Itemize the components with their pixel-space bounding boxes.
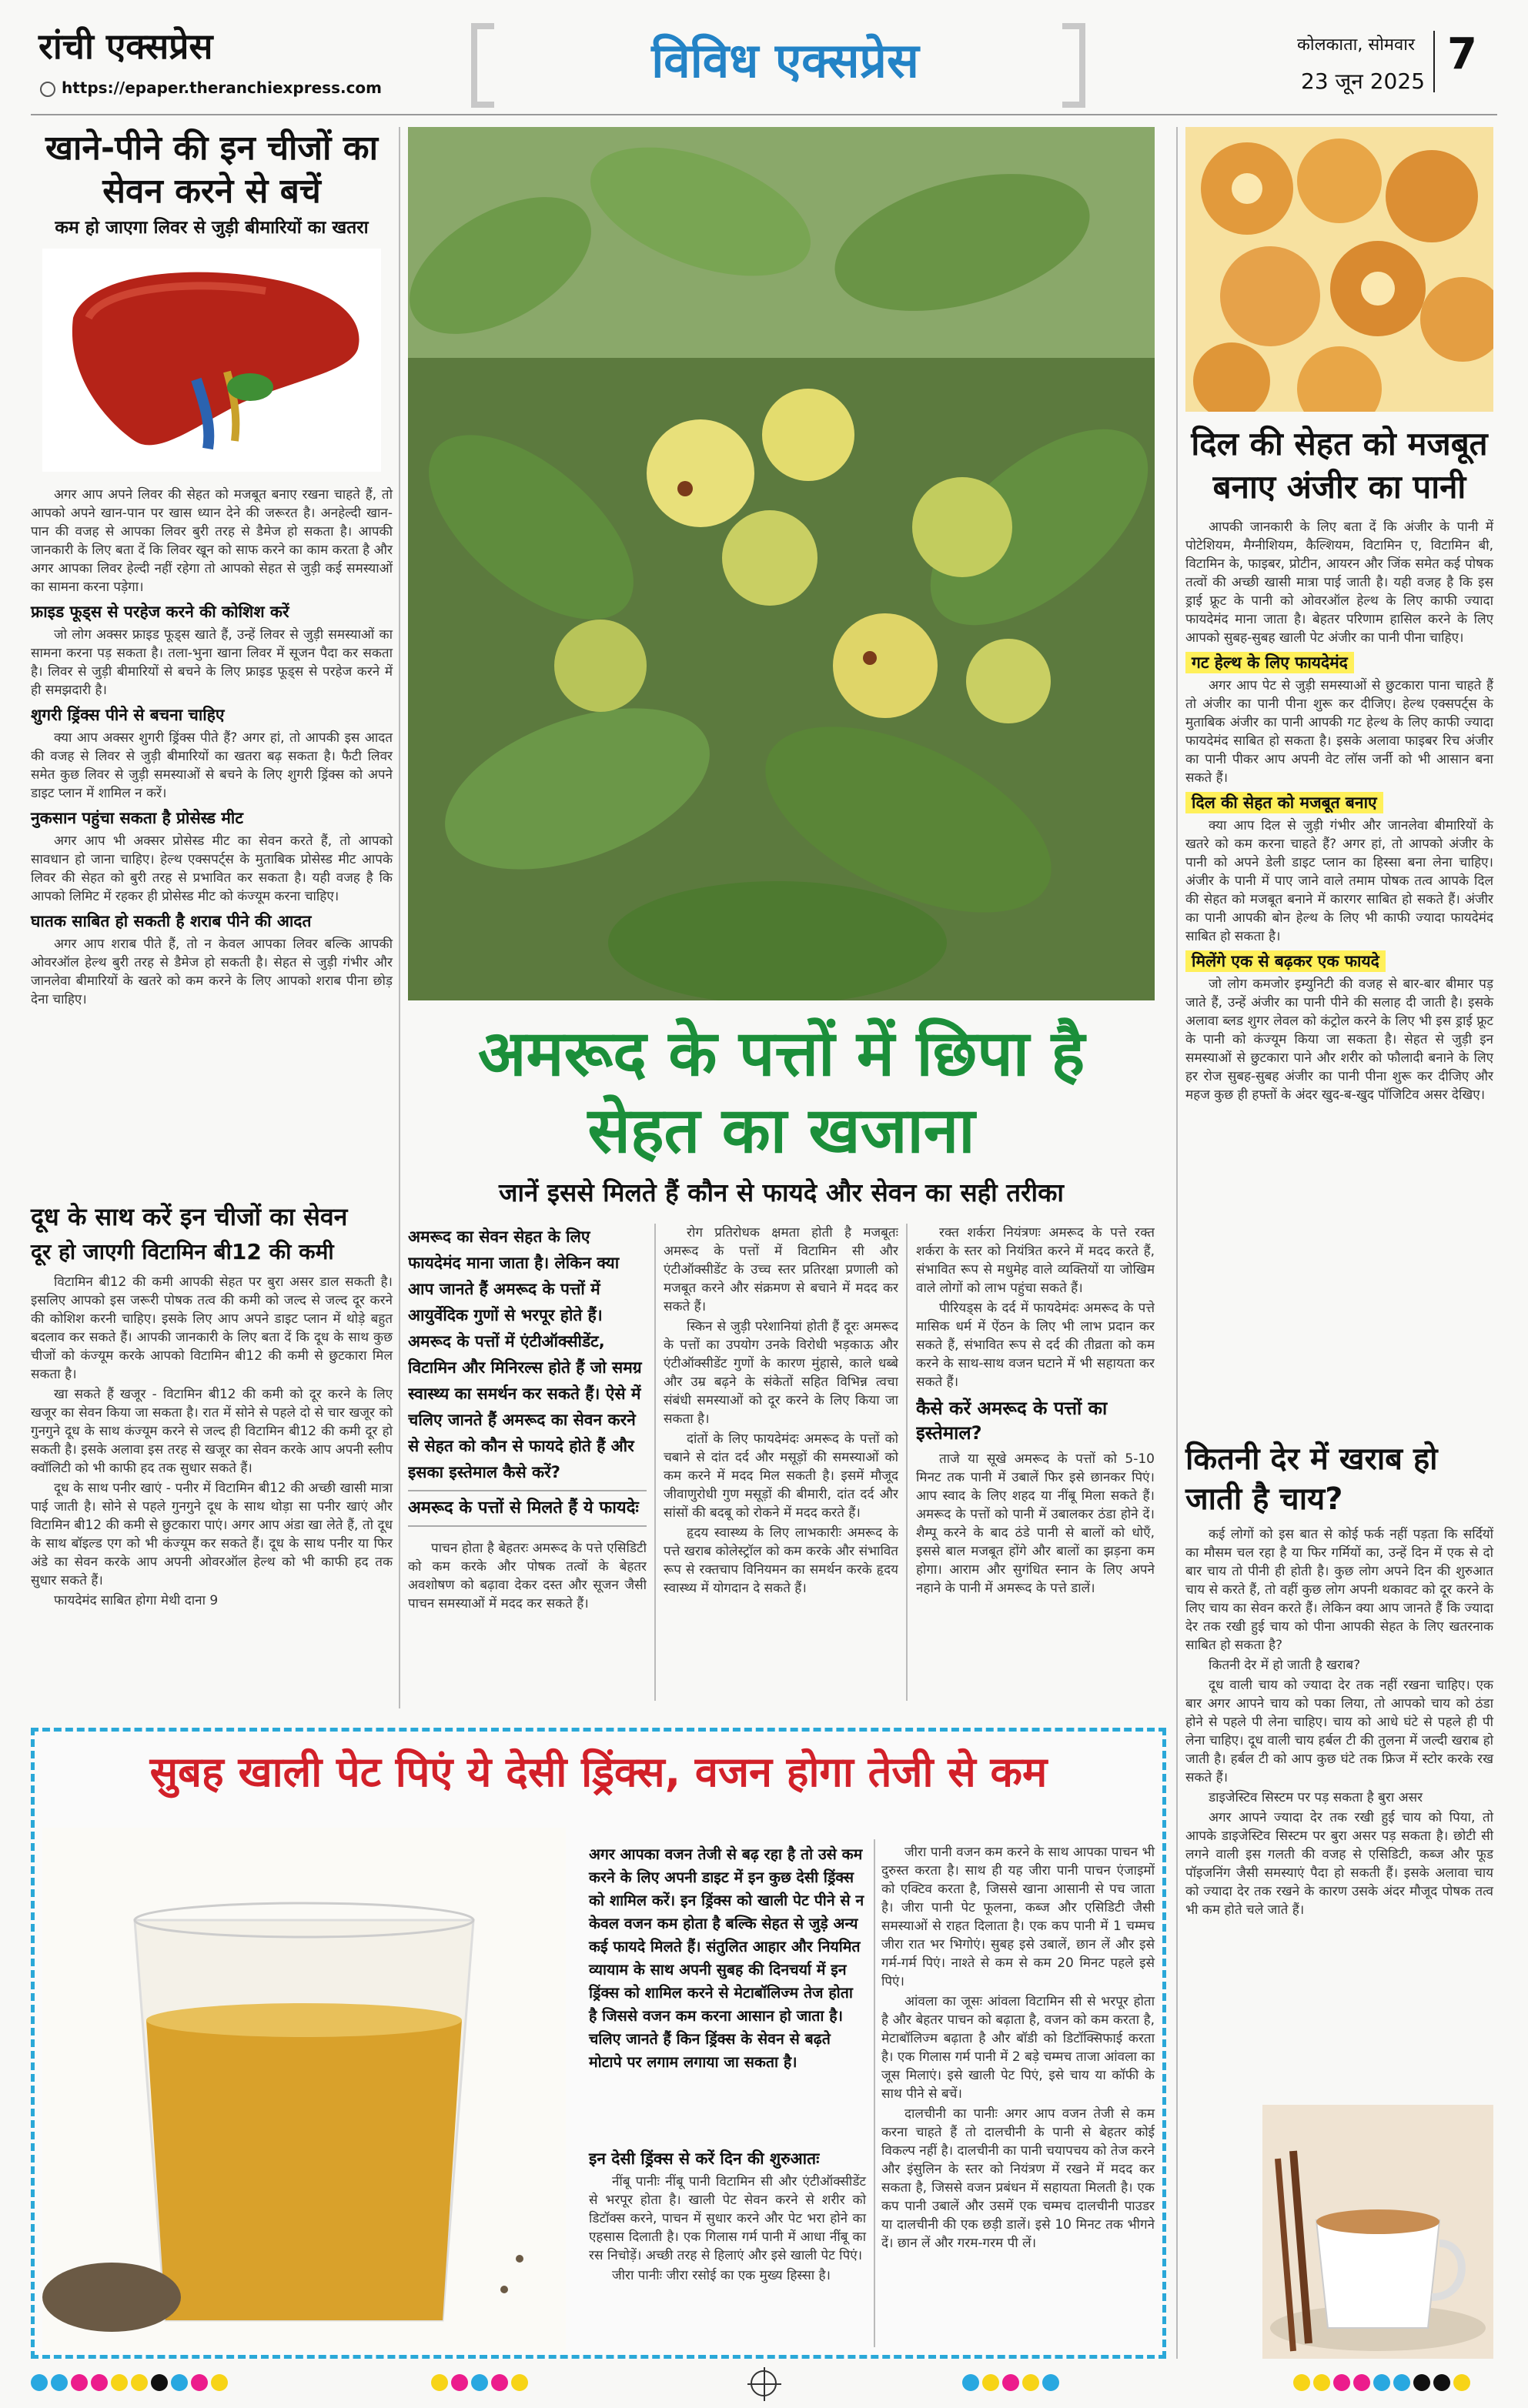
liver-heading-1: फ्राइड फूड्स से परहेज करने की कोशिश करें bbox=[31, 603, 289, 621]
tea-para-1: कई लोगों को इस बात से कोई फर्क नहीं पड़ता कि सर्दियों का मौसम चल रहा है या फिर गर्मियों का, उन्हें दिन में एक से दो बार चाय तो पीनी ही होती है। कुछ लोग अपने दिन की शुरुआत चाय से करते हैं, तो वहीं कुछ लोग अपनी थकावट को दूर करने के लिए चाय का सेवन करते हैं। लेकिन क्या आप जानते हैं कि ज्यादा देर तक रखी हुई चाय को पीना आपकी सेहत के लिए खतरनाक साबित हो सकता है? bbox=[1185, 1527, 1493, 1653]
date: 23 जून 2025 bbox=[1301, 68, 1426, 94]
detox-para-2: जीरा पानीः जीरा रसोई का एक मुख्य हिस्सा है। bbox=[612, 2268, 831, 2283]
footer-color-strip-mid-right bbox=[962, 2374, 1062, 2394]
guava-col3-para-3: ताजे या सूखे अमरूद के पत्तों को 5-10 मिनट तक पानी में उबालें फिर इसे छानकर पिएं। आप स्वाद के लिए शहद या नींबू मिला सकते हैं। अमरूद के पत्तों को पानी में उबालकर ठंडा होने दें। शैम्पू करने के बाद ठंडे पानी से बालों को धोएँ, इससे बाल मजबूत होंगे और बालों का झड़ना कम होगा। आराम और सुगंधित स्नान के लिए अपने नहाने के पानी में अमरूद के पत्ते डालें। bbox=[916, 1451, 1155, 1596]
bracket-left-icon bbox=[471, 23, 494, 108]
liver-heading-3: नुकसान पहुंचा सकता है प्रोसेस्ड मीट bbox=[31, 809, 243, 827]
guava-col2-para-2: स्किन से जुड़ी परेशानियां होती हैं दूरः अमरूद के पत्तों का उपयोग उनके विरोधी भड़काऊ और एंटीऑक्सीडेंट गुणों के कारण मुंहासे, काले धब्बे और उम्र बढ़ने के संकेतों सहित विभिन्न त्वचा संबंधी समस्याओं को दूर करने के लिए किया जा सकता है। bbox=[664, 1319, 898, 1427]
globe-icon bbox=[40, 82, 55, 97]
tea-para-5: अगर आपने ज्यादा देर तक रखी हुई चाय को पिया, तो आपके डाइजेस्टिव सिस्टम पर बुरा असर पड़ सकता है। छोटी सी लगने वाली इस गलती की वजह से एसिडिटी, कब्ज और फूड पॉइजनिंग जैसी समस्याएं पैदा हो सकती हैं। इसके अलावा चाय को ज्यादा देर तक रखने के कारण उसके अंदर मौजूद पोषक तत्व भी कम होते चले जाते हैं। bbox=[1185, 1810, 1493, 1918]
milk-article bbox=[31, 1201, 393, 1611]
anjeer-heading-2: दिल की सेहत को मजबूत बनाए bbox=[1185, 792, 1383, 813]
liver-intro: अगर आप अपने लिवर की सेहत को मजबूत बनाए रखना चाहते हैं, तो आपको अपने खान-पान पर खास ध्यान देने की जरूरत है। अनहेल्दी खान-पान की वजह से आपका लिवर बुरी तरह से डैमेज हो सकता है। आपकी जानकारी के लिए बता दें कि लिवर खून को साफ करने का काम करता है और अगर आपका लिवर हेल्दी नहीं रहेगा तो आपको सेहत से जुड़ी कई समस्याओं का सामना करना पड़ेगा। bbox=[31, 487, 393, 595]
liver-para-1: जो लोग अक्सर फ्राइड फूड्स खाते हैं, उन्हें लिवर से जुड़ी समस्याओं का सामना करना पड़ सकता है। तला-भुना खाना लिवर में सूजन पैदा कर सकता है। लिवर से जुड़ी बीमारियों से बचने के लिए फ्राइड फूड्स से परहेज करने में ही समझदारी है। bbox=[31, 627, 393, 698]
guava-sub-1: अमरूद के पत्तों से मिलते हैं ये फायदेः bbox=[408, 1498, 639, 1518]
detox-sub-1: इन देसी ड्रिंक्स से करें दिन की शुरुआतः bbox=[589, 2149, 820, 2168]
liver-image bbox=[42, 249, 381, 472]
guava-photo bbox=[408, 127, 1155, 1000]
detox-box bbox=[31, 1728, 1166, 2359]
anjeer-para-2: क्या आप दिल से जुड़ी गंभीर और जानलेवा बीमारियों के खतरे को कम करना चाहते हैं? अगर हां, तो आपको अंजीर के पानी को अपने डेली डाइट प्लान का हिस्सा बना लेना चाहिए। अंजीर के पानी में पाए जाने वाले तमाम पोषक तत्व आपके दिल की सेहत को मजबूत बनाने में कारगर साबित हो सकते हैं। अंजीर का पानी आपकी बोन हेल्थ के लिए भी काफी ज्यादा फायदेमंद साबित हो सकता है। bbox=[1185, 818, 1493, 944]
detox-col2-para-3: दालचीनी का पानीः अगर आप वजन तेजी से कम करना चाहते हैं तो दालचीनी के पानी से बेहतर कोई विकल्प नहीं है। दालचीनी का पानी चयापचय को तेज करने और इंसुलिन के स्तर को नियंत्रण में रखने में मदद कर सकता है, जिससे वजन प्रबंधन में सहायता मिलती है। एक कप पानी उबालें और उसमें एक चम्मच दालचीनी पाउडर या दालचीनी की एक छड़ी डालें। इसे 10 मिनट तक भीगने दें। छान लें और गरम-गरम पी लें। bbox=[881, 2106, 1155, 2251]
liver-article bbox=[31, 127, 393, 1010]
tea-para-3: दूध वाली चाय को ज्यादा देर तक नहीं रखना चाहिए। एक बार अगर आपने चाय को पका लिया, तो आपको चाय को ठंडा होने से पहले पी लेना चाहिए। चाय को आधे घंटे से पहले ही पी लेना चाहिए। दूध वाली चाय हर्बल टी की तुलना में जल्दी खराब हो जाती है। हर्बल टी को आप कुछ घंटे तक फ्रिज में स्टोर करके रख सकते हैं। bbox=[1185, 1678, 1493, 1785]
detox-col-2 bbox=[881, 1843, 1155, 2254]
liver-heading-2: शुगरी ड्रिंक्स पीने से बचना चाहिए bbox=[31, 706, 225, 724]
registration-mark-icon bbox=[751, 2370, 777, 2396]
liver-heading-4: घातक साबित हो सकती है शराब पीने की आदत bbox=[31, 912, 312, 930]
footer-color-strip-left bbox=[31, 2374, 231, 2394]
tea-para-4: डाइजेस्टिव सिस्टम पर पड़ सकता है बुरा असर bbox=[1209, 1790, 1423, 1805]
detox-para-1: नींबू पानीः नींबू पानी विटामिन सी और एंटीऑक्सीडेंट से भरपूर होता है। खाली पेट सेवन करने से शरीर को डिटॉक्स करने, पाचन में सुधार करने और पेट भरा होने का एहसास दिलाती है। एक गिलास गर्म पानी में आधा नींबू का रस निचोड़ें। अच्छी तरह से हिलाएं और इसे खाली पेट पिएं। bbox=[589, 2174, 866, 2263]
logo: रांची एक्सप्रेस bbox=[38, 25, 213, 67]
anjeer-para-3: जो लोग कमजोर इम्युनिटी की वजह से बार-बार बीमार पड़ जाते हैं, उन्हें अंजीर का पानी पीने की सलाह दी जाती है। इसके अलावा ब्लड शुगर लेवल को कंट्रोल करने के लिए भी इस ड्राई फ्रूट के पानी को कंज्यूम किया जा सकता है। सेहत से जुड़ी इन समस्याओं से छुटकारा पाने और शरीर को फौलादी बनाने के लिए हर रोज सुबह-सुबह अंजीर का पानी पीना शुरू कर दीजिए और महज कुछ ही हफ्तों के अंदर खुद-ब-खुद पॉजिटिव असर देखिए। bbox=[1185, 977, 1493, 1103]
detox-col2-para-2: आंवला का जूसः आंवला विटामिन सी से भरपूर होता है और बेहतर पाचन को बढ़ाता है, वजन को कम करता है, मेटाबॉलिज्म बढ़ाता है और बॉडी को डिटॉक्सिफाई करता है। एक गिलास गर्म पानी में 2 बड़े चम्मच ताजा आंवला का जूस मिलाएं। इसे खाली पेट पिएं, इसे चाय या कॉफी के साथ पीने से बचें। bbox=[881, 1994, 1155, 2102]
tea-para-2: कितनी देर में हो जाती है खराब? bbox=[1209, 1658, 1361, 1673]
guava-col2-para-4: हृदय स्वास्थ्य के लिए लाभकारीः अमरूद के पत्ते खराब कोलेस्ट्रॉल को कम करके और संभावित रूप से रक्तचाप विनियमन का समर्थन करके हृदय स्वास्थ्य में योगदान दे सकते हैं। bbox=[664, 1525, 898, 1596]
milk-para-1: विटामिन बी12 की कमी आपकी सेहत पर बुरा असर डाल सकती है। इसलिए आपको इस जरूरी पोषक तत्व की कमी को जल्द से जल्द दूर करने की कोशिश करनी चाहिए। इसके लिए आप अपने डाइट प्लान में थोड़े बहुत बदलाव कर सकते हैं। आपकी जानकारी के लिए बता दें कि दूध के साथ कुछ चीजों को कंज्यूम करके आपको विटामिन बी12 की कमी से छुटकारा मिल सकता है। bbox=[31, 1274, 393, 1382]
milk-para-4: फायदेमंद साबित होगा मेथी दाना 9 bbox=[54, 1593, 219, 1608]
masthead bbox=[0, 0, 1528, 115]
page-number: 7 bbox=[1447, 29, 1477, 79]
guava-headline-1: अमरूद के पत्तों में छिपा है bbox=[477, 1017, 1085, 1090]
guava-deck: जानें इससे मिलते हैं कौन से फायदे और सेवन का सही तरीका bbox=[499, 1177, 1064, 1207]
detox-col-1 bbox=[589, 2143, 866, 2286]
liver-subtitle: कम हो जाएगा लिवर से जुड़ी बीमारियों का खतरा bbox=[55, 218, 369, 238]
footer-color-strip-right bbox=[1293, 2374, 1473, 2394]
detox-title: सुबह खाली पेट पिएं ये देसी ड्रिंक्स, वजन होगा तेजी से कम bbox=[149, 1748, 1048, 1796]
milk-title: दूध के साथ करें इन चीजों का सेवन bbox=[31, 1202, 348, 1231]
detox-lead: अगर आपका वजन तेजी से बढ़ रहा है तो उसे कम करने के लिए अपनी डाइट में इन कुछ देसी ड्रिंक्स को शामिल करें। इन ड्रिंक्स को खाली पेट पीने से न केवल वजन कम होता है बल्कि सेहत से जुड़े अन्य कई फायदे मिलते हैं। संतुलित आहार और नियमित व्यायाम के साथ अपनी सुबह की दिनचर्या में इन ड्रिंक्स को शामिल करने से मेटाबॉलिज्म तेज होता है जिससे वजन कम करना आसान हो जाता है। चलिए जानते हैं किन ड्रिंक्स के सेवन से बढ़ते मोटापे पर लगाम लगाया जा सकता है। bbox=[589, 1845, 864, 2071]
milk-subtitle: दूर हो जाएगी विटामिन बी12 की कमी bbox=[31, 1239, 334, 1264]
anjeer-intro: आपकी जानकारी के लिए बता दें कि अंजीर के पानी में पोटेशियम, मैग्नीशियम, कैल्शियम, विटामिन ए, विटामिन बी, विटामिन के, फाइबर, प्रोटीन, आयरन और जिंक समेत कई पोषक तत्वों की अच्छी खासी मात्रा पाई जाती है। यही वजह है कि इस ड्राई फ्रूट के पानी को ओवरऑल हेल्थ के लिए काफी ज्यादा फायदेमंद माना जाता है। बेहतर परिणाम हासिल करने के लिए आपको सुबह-सुबह खाली पेट अंजीर का पानी पीना चाहिए। bbox=[1185, 519, 1494, 646]
anjeer-article bbox=[1185, 127, 1493, 1106]
detox-col2-para-1: जीरा पानी वजन कम करने के साथ आपका पाचन भी दुरुस्त करता है। साथ ही यह जीरा पानी पाचन एंजाइमों को एक्टिव करता है, जिससे खाना आसानी से पच जाता है। जीरा पानी पेट फूलना, कब्ज और एसिडिटी जैसी समस्याओं से राहत दिलाता है। एक कप पानी में 1 चम्मच जीरा रात भर भिगोएं। सुबह इसे उबालें, छान लें और इसे गर्म-गर्म पिएं। नाश्ते से कम से कम 20 मिनट पहले इसे पिएं। bbox=[881, 1845, 1155, 1989]
bracket-right-icon bbox=[1062, 23, 1085, 108]
liver-para-2: क्या आप अक्सर शुगरी ड्रिंक्स पीते हैं? अगर हां, तो आपकी इस आदत की वजह से लिवर से जुड़ी बीमारियों का खतरा बढ़ सकता है। फैटी लिवर समेत कुछ लिवर से जुड़ी समस्याओं से बचने के लिए शुगरी ड्रिंक्स को अपने डाइट प्लान में शामिल न करें। bbox=[31, 730, 393, 801]
anjeer-title: दिल की सेहत को मजबूत बनाए अंजीर का पानी bbox=[1191, 425, 1488, 506]
anjeer-heading-1: गट हेल्थ के लिए फायदेमंद bbox=[1185, 652, 1354, 673]
guava-col2-para-3: दांतों के लिए फायदेमंदः अमरूद के पत्तों को चबाने से दांत दर्द और मसूड़ों की समस्याओं को कम करने में मदद मिल सकती है। इसमें मौजूद जीवाणुरोधी गुण मसूड़ों की बीमारी, दांत दर्द और सांसों की बदबू को रोकने में मदद करते हैं। bbox=[664, 1431, 898, 1521]
guava-col-2 bbox=[664, 1224, 898, 1701]
guava-col-3 bbox=[916, 1224, 1155, 1701]
guava-col1-para: पाचन होता है बेहतरः अमरूद के पत्ते एसिडिटी को कम करके और पोषक तत्वों के बेहतर अवशोषण को बढ़ावा देकर दस्त और सूजन जैसी पाचन समस्याओं में मदद कर सकते हैं। bbox=[408, 1541, 647, 1611]
anjeer-image bbox=[1185, 127, 1493, 412]
city-day: कोलकाता, सोमवार bbox=[1297, 35, 1415, 55]
section-title: विविध एक्सप्रेस bbox=[651, 32, 919, 89]
tea-article bbox=[1185, 1439, 1493, 1921]
milk-para-2: खा सकते हैं खजूर - विटामिन बी12 की कमी को दूर करने के लिए खजूर का सेवन किया जा सकता है। रात में सोने से पहले दो से चार खजूर को गुनगुने दूध के साथ कंज्यूम करने से जल्द ही विटामिन बी12 की कमी दूर हो सकती है। इसके अलावा इस तरह से खजूर का सेवन करके आप अपनी स्लीप क्वॉलिटी को भी काफी हद तक सुधार सकते हैं। bbox=[31, 1387, 393, 1476]
anjeer-para-1: अगर आप पेट से जुड़ी समस्याओं से छुटकारा पाना चाहते हैं तो अंजीर का पानी पीना शुरू कर दीजिए। हेल्थ एक्सपर्ट्स के मुताबिक अंजीर का पानी आपकी गट हेल्थ के लिए काफी ज्यादा फायदेमंद साबित हो सकता है। इसके अलावा फाइबर रिच अंजीर का पानी पीकर आप अपनी वेट लॉस जर्नी को भी आसान बना सकते हैं। bbox=[1185, 678, 1493, 786]
milk-para-3: दूध के साथ पनीर खाएं - पनीर में विटामिन बी12 की अच्छी खासी मात्रा पाई जाती है। सोने से पहले गुनगुने दूध के साथ थोड़ा सा पनीर खाएं और विटामिन बी12 की कमी से छुटकारा पाएं। अगर आप अंडा खा लेते हैं, तो दूध के साथ बॉइल्ड एग को भी कंज्यूम कर सकते हैं। दूध के साथ पनीर या फिर अंडे का सेवन करके आप अपनी ओवरऑल हेल्थ को भी काफी हद तक सुधार सकते हैं। bbox=[31, 1481, 393, 1588]
detox-image bbox=[42, 1828, 566, 2351]
guava-intro: अमरूद का सेवन सेहत के लिए फायदेमंद माना जाता है। लेकिन क्या आप जानते हैं अमरूद के पत्तों में आयुर्वेदिक गुणों से भरपूर होते हैं। अमरूद के पत्तों में एंटीऑक्सीडेंट, विटामिन और मिनिरल्स होते हैं जो समग्र स्वास्थ्य का समर्थन कर सकते हैं। ऐसे में चलिए जानते हैं अमरूद का सेवन करने से सेहत को कौन से फायदे होते हैं और इसका इस्तेमाल कैसे करें? bbox=[408, 1227, 642, 1481]
guava-col3-para-1: रक्त शर्करा नियंत्रणः अमरूद के पत्ते रक्त शर्करा के स्तर को नियंत्रित करने में मदद करते हैं, संभावित रूप से मधुमेह वाले व्यक्तियों या जोखिम वाले लोगों को लाभ पहुंचा सकते हैं। bbox=[916, 1225, 1155, 1296]
guava-headline-2: सेहत का खजाना bbox=[587, 1094, 975, 1167]
guava-sub-2: कैसे करें अमरूद के पत्तों का इस्तेमाल? bbox=[916, 1398, 1108, 1444]
liver-para-4: अगर आप शराब पीते हैं, तो न केवल आपका लिवर बल्कि आपकी ओवरऑल हेल्थ बुरी तरह से डैमेज हो सकती है। सेहत से जुड़ी गंभीर और जानलेवा बीमारियों के खतरे को कम करने के लिए आपको शराब पीना छोड़ देना चाहिए। bbox=[31, 937, 393, 1007]
guava-col3-para-2: पीरियड्स के दर्द में फायदेमंदः अमरूद के पत्ते मासिक धर्म में ऐंठन के लिए भी लाभ प्रदान कर सकते हैं, संभावित रूप से दर्द की तीव्रता को कम करने के साथ-साथ वजन घटाने में भी सहायता कर सकते हैं। bbox=[916, 1301, 1155, 1390]
epaper-url[interactable]: https://epaper.theranchiexpress.com bbox=[62, 78, 383, 97]
liver-title: खाने-पीने की इन चीजों का सेवन करने से बचें bbox=[45, 129, 378, 211]
anjeer-heading-3: मिलेंगे एक से बढ़कर एक फायदे bbox=[1185, 950, 1386, 972]
guava-col2-para-1: रोग प्रतिरोधक क्षमता होती है मजबूतः अमरूद के पत्तों में विटामिन सी और एंटीऑक्सीडेंट के उच्च स्तर प्रतिरक्षा प्रणाली को मजबूत करने और संक्रमण से बचाने में मदद कर सकते हैं। bbox=[664, 1225, 898, 1314]
tea-title: कितनी देर में खराब हो जाती है चाय? bbox=[1185, 1441, 1438, 1517]
liver-para-3: अगर आप भी अक्सर प्रोसेस्ड मीट का सेवन करते हैं, तो आपको सावधान हो जाना चाहिए। हेल्थ एक्सपर्ट्स के मुताबिक प्रोसेस्ड मीट आपके लिवर की सेहत को बुरी तरह से प्रभावित कर सकता है। यही वजह है कि आपको लिमिट में रहकर ही प्रोसेस्ड मीट को कंज्यूम करना चाहिए। bbox=[31, 833, 393, 904]
guava-col-1 bbox=[408, 1224, 647, 1701]
tea-image bbox=[1262, 2105, 1493, 2359]
footer-color-strip-mid-left bbox=[431, 2374, 531, 2394]
